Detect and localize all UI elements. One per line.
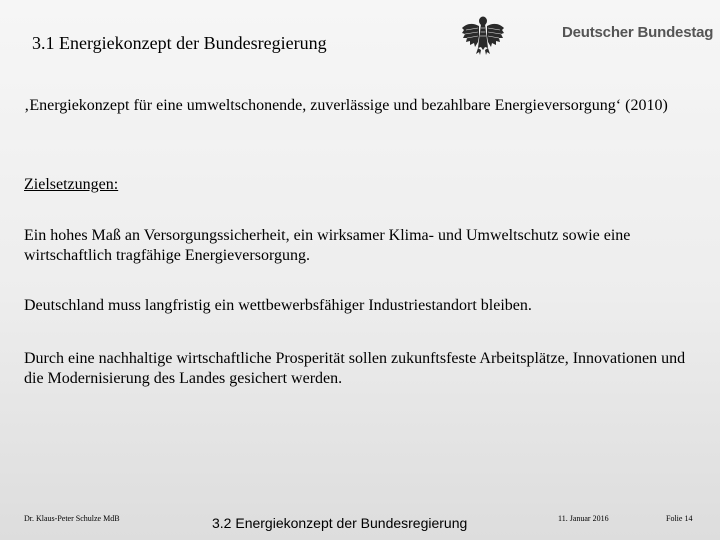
- footer-slide-number: Folie 14: [666, 514, 693, 523]
- objective-paragraph: Durch eine nachhaltige wirtschaftliche Prosperität sollen zukunftsfeste Arbeitsplätze, Innovationen und die Modernisierung des Landes gesichert werden.: [24, 350, 686, 387]
- objective-paragraph: Deutschland muss langfristig ein wettbewerbsfähiger Industriestandort bleiben.: [24, 297, 532, 314]
- footer-author: Dr. Klaus-Peter Schulze MdB: [24, 514, 120, 523]
- slide-title: 3.1 Energiekonzept der Bundesregierung: [32, 33, 327, 53]
- footer-title: 3.2 Energiekonzept der Bundesregierung: [212, 515, 468, 531]
- federal-eagle-icon: [460, 14, 506, 56]
- intro-text: ‚Energiekonzept für eine umweltschonende, zuverlässige und bezahlbare Energieversorgung‘ (2010): [24, 97, 668, 114]
- objectives-heading: Zielsetzungen:: [24, 176, 119, 193]
- bundestag-logo-text: Deutscher Bundestag: [562, 24, 714, 41]
- footer-date: 11. Januar 2016: [558, 514, 609, 523]
- objective-paragraph: Ein hohes Maß an Versorgungssicherheit, ein wirksamer Klima- und Umweltschutz sowie eine wirtschaftlich tragfähige Energieversorgung.: [24, 227, 631, 264]
